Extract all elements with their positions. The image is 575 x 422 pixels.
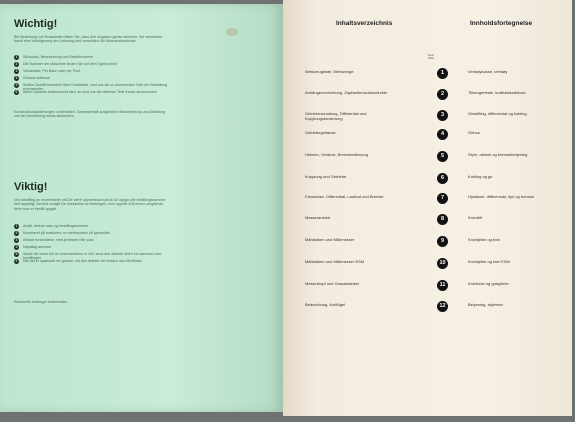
toc-number-badge: 8: [437, 214, 448, 225]
toc-norwegian-entry: Kobling og gir: [468, 174, 493, 179]
toc-row: [305, 91, 560, 101]
list-item-text: Sollten Zweifel bestehen über Ersatzteile, sind uns die zu ersetzenden Teile der Bestellung einzusenden: [23, 83, 168, 91]
toc-row: [305, 175, 560, 185]
bullet-number-icon: 3: [15, 69, 18, 73]
german-outro: Konstruktionsänderungen vorbehalten. Gewissenhaft ausgeführte Beschreibung und Abbildung von der Ausführung etwas abweichen.: [14, 110, 166, 119]
toc-row: [305, 153, 560, 163]
toc-number-badge: 12: [437, 301, 448, 312]
list-item: [14, 76, 172, 83]
toc-norwegian-entry: Girskifting, differensial og kobling: [468, 111, 527, 116]
toc-norwegian-entry: Knivbjelke og kniv ESM: [468, 259, 510, 264]
list-item: [14, 259, 172, 266]
toc-number-badge: 3: [437, 110, 448, 121]
toc-number-badge: 4: [437, 129, 448, 140]
norwegian-intro: Ved bestilling av reservedeler må De være oppmerksom på at De oppgir alle bestillingsnummer helt nøyaktig. Derved unngår De forsinkelse av leveringen, men oppnår å få levere omgående deler som er bestilt oppgitt.: [14, 198, 166, 211]
german-list: [14, 55, 172, 97]
toc-german-entry: Mähbalken und Mähmesser: [305, 237, 355, 242]
toc-number-badge: 2: [437, 89, 448, 100]
toc-norwegian-entry: Knivhode og graspleier: [468, 281, 509, 286]
list-item-text: Nummeret på maskinen, se merkeplaten på typeskiltet: [23, 231, 110, 235]
list-item: [14, 90, 172, 97]
right-page: [283, 0, 572, 416]
list-item: [14, 55, 172, 62]
norwegian-title: Viktig!: [14, 181, 48, 193]
toc-row: [305, 216, 560, 226]
list-item-text: Når det er spørsmål om garanti, må den defekte del sendes oss fritt tilbake: [23, 259, 142, 263]
toc-number-badge: 7: [437, 193, 448, 204]
toc-norwegian-entry: Girhus: [468, 130, 480, 135]
toc-german-entry: Messerkopf und Grasabweiser: [305, 281, 360, 286]
toc-norwegian-entry: Styre, deksel og bremsebetjening: [468, 152, 528, 157]
toc-number-badge: 1: [437, 68, 448, 79]
toc-norwegian-entry: Tilhengerfeste, kraftuttaksdeksel: [468, 90, 526, 95]
bullet-number-icon: 4: [15, 245, 18, 249]
toc-norwegian-entry: Verktøykasse, verktøy: [468, 69, 508, 74]
toc-german-entry: Messerantrieb: [305, 215, 331, 220]
list-item-text: Skulle det være tvil om reservedelene er rett, send den defekte delen inn sammen med bestillingen: [23, 252, 162, 260]
page-column-label: Nein Side: [427, 53, 435, 61]
toc-german-entry: Kupplung und Getriebe: [305, 174, 347, 179]
toc-row: [305, 238, 560, 248]
toc-row: [305, 282, 560, 292]
norwegian-list: [14, 224, 172, 266]
toc-german-entry: Getriebegehäuse: [305, 130, 336, 135]
list-item: [14, 69, 172, 76]
bullet-number-icon: 5: [15, 252, 18, 256]
toc-row: [305, 303, 560, 313]
list-item-text: Stückzahl, Bezeichnung und Bestellnummer: [23, 55, 94, 59]
toc-number-badge: 11: [437, 280, 448, 291]
toc-number-badge: 10: [437, 258, 448, 269]
bullet-number-icon: 3: [15, 238, 18, 242]
list-item-text: Nøyaktig adresse: [23, 245, 51, 249]
toc-norwegian-entry: Knivbjelke og kniv: [468, 237, 501, 242]
toc-header-norwegian: Innholdsfortegnelse: [470, 20, 533, 27]
list-item: [14, 83, 172, 90]
toc-number-badge: 9: [437, 236, 448, 247]
toc-row: [305, 260, 560, 270]
toc-row: [305, 70, 560, 80]
toc-german-entry: Werkzeugkiste, Werkzeuge: [305, 69, 354, 74]
toc-german-entry: Fahrachse, Differential, Laufrad und Bremse: [305, 194, 384, 199]
toc-number-badge: 6: [437, 173, 448, 184]
list-item-text: Versandart: Per Bahn oder per Post: [23, 69, 80, 73]
bullet-number-icon: 6: [15, 90, 18, 94]
toc-row: [305, 195, 560, 205]
german-intro: Bei Bestellung von Ersatzteilen bitten Sie, dass Ihre Angaben genau stimmen. Sie vermeiden damit eine Verzögerung der Lieferung und vermeiden Sie Missverständnisse.: [14, 35, 163, 44]
list-item-text: Ønsket forsendelse: med jernbane eller post: [23, 238, 94, 242]
toc-german-entry: Beleuchtung, Kotflügel: [305, 302, 346, 307]
list-item-text: Wenn Garantie beansprucht wird, so sind uns die defekten Teile franko einzusenden: [23, 90, 157, 94]
toc-german-entry: Getriebeschaltung, Differential und Kupplungsbedienung: [305, 111, 367, 121]
list-item-text: Antall, delens navn og bestillingsnummer: [23, 224, 89, 228]
list-item: [14, 252, 172, 259]
list-item-text: Die Nummer der Maschine finden Sie auf dem Typenschild: [23, 62, 117, 66]
bullet-number-icon: 5: [15, 83, 18, 87]
list-item: [14, 238, 172, 245]
bullet-number-icon: 2: [15, 62, 18, 66]
bullet-number-icon: 4: [15, 76, 18, 80]
list-item: [14, 231, 172, 238]
toc-number-badge: 5: [437, 151, 448, 162]
toc-german-entry: Anhängervorrichtung, Zapfwellenschutzdeckel: [305, 90, 387, 95]
toc-row: [305, 131, 560, 141]
norwegian-outro: Eventuelle endringer forbeholdes.: [14, 300, 68, 304]
bullet-number-icon: 6: [15, 259, 18, 263]
list-item: [14, 62, 172, 69]
toc-norwegian-entry: Knivdrift: [468, 215, 483, 220]
toc-german-entry: Holmen, Verdeck, Bremsbedienung: [305, 152, 368, 157]
paper-stain: [226, 28, 238, 36]
list-item: [14, 224, 172, 231]
toc-german-entry: Mähbalken und Mähmesser ESM: [305, 259, 365, 264]
bullet-number-icon: 1: [15, 55, 18, 59]
toc-row: [305, 112, 560, 122]
bullet-number-icon: 2: [15, 231, 18, 235]
toc-header-german: Inhaltsverzeichnis: [336, 20, 393, 27]
bullet-number-icon: 1: [15, 224, 18, 228]
toc-norwegian-entry: Belysning, skjermer: [468, 302, 503, 307]
list-item-text: Genaue Adresse: [23, 76, 50, 80]
toc-norwegian-entry: Hjulaksel, differensial, hjul og bremse: [468, 194, 535, 199]
list-item: [14, 245, 172, 252]
german-title: Wichtig!: [14, 18, 58, 30]
